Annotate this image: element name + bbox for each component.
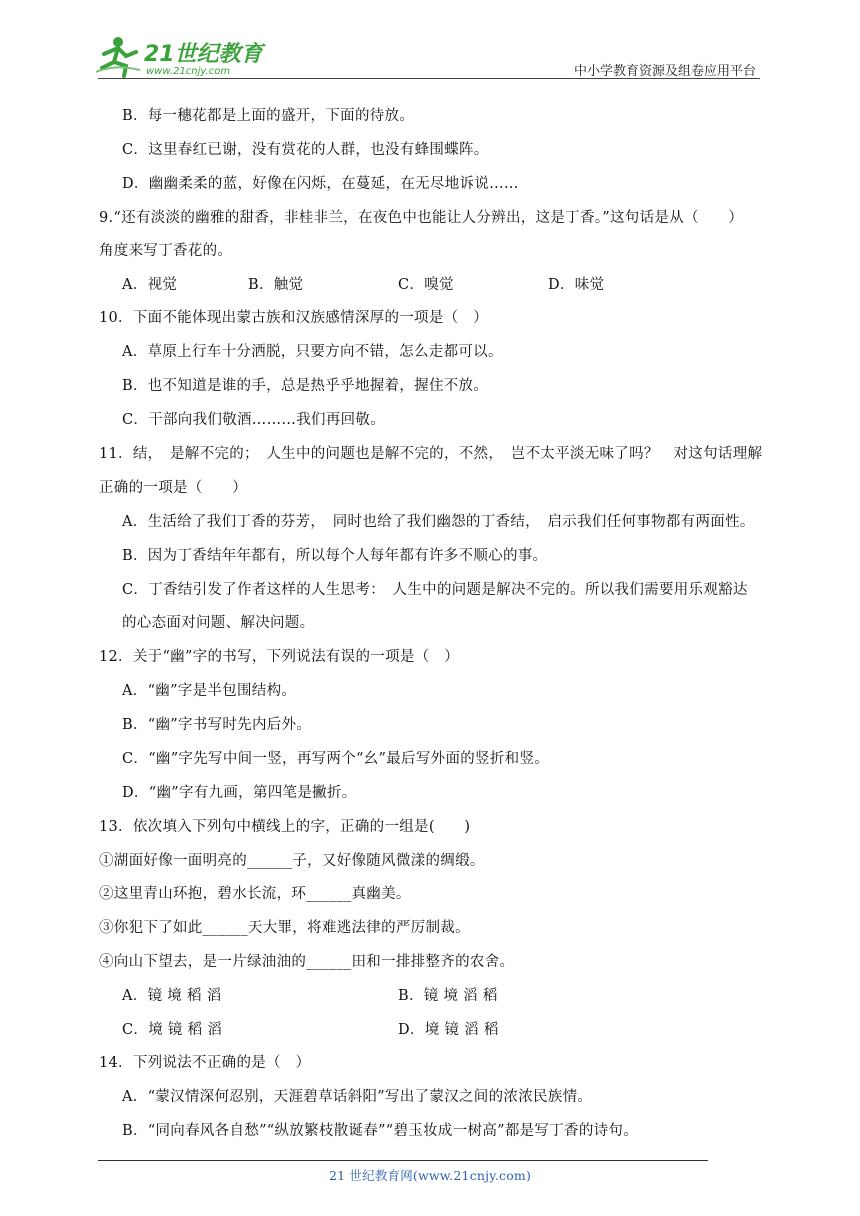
q9-stem: 9.“还有淡淡的幽雅的甜香，非桂非兰，在夜色中也能让人分辨出，这是丁香。”这句话是从（ ） [99,210,744,226]
q13-option-c: C．境 镜 稻 滔 [122,1022,223,1038]
q8-option-d: D．幽幽柔柔的蓝，好像在闪烁，在蔓延，在无尽地诉说…… [122,176,519,192]
platform-name: 中小学教育资源及组卷应用平台 [573,64,756,79]
q11-option-b: B．因为丁香结年年都有，所以每个人每年都有许多不顺心的事。 [122,548,548,564]
q8-option-c: C．这里春红已谢，没有赏花的人群，也没有蜂围蝶阵。 [122,142,489,158]
q12-option-a: A．“幽”字是半包围结构。 [122,683,297,699]
q9-option-a: A．视觉 [122,277,178,293]
q9-option-b: B．触觉 [248,277,304,293]
q8-option-b: B．每一穗花都是上面的盛开，下面的待放。 [122,108,415,124]
q13-sentence-4: ④向山下望去，是一片绿油油的______田和一排排整齐的农舍。 [99,954,515,970]
q11-option-c: C．丁香结引发了作者这样的人生思考： 人生中的问题是解决不完的。所以我们需要用乐观豁达 [122,582,748,598]
runner-logo-icon [96,34,266,78]
footer-link[interactable]: 21 世纪教育网(www.21cnjy.com) [328,1168,532,1183]
q9-option-d: D．味觉 [548,277,605,293]
q11-stem-cont: 正确的一项是（ ） [99,480,247,496]
q9-stem-cont: 角度来写丁香花的。 [99,243,233,259]
q12-option-c: C．“幽”字先写中间一竖，再写两个“幺”最后写外面的竖折和竖。 [122,751,550,767]
q14-option-a: A．“蒙汉情深何忍别，天涯碧草话斜阳”写出了蒙汉之间的浓浓民族情。 [122,1089,593,1105]
q12-option-d: D．“幽”字有九画，第四笔是撇折。 [122,785,357,801]
q12-option-b: B．“幽”字书写时先内后外。 [122,717,312,733]
footer-divider [98,1160,708,1161]
q13-sentence-1: ①湖面好像一面明亮的______子，又好像随风微漾的绸缎。 [99,853,485,869]
q10-stem: 10．下面不能体现出蒙古族和汉族感情深厚的一项是（ ） [99,310,489,326]
q10-option-b: B．也不知道是谁的手，总是热乎乎地握着，握住不放。 [122,378,489,394]
q11-option-a: A．生活给了我们丁香的芬芳， 同时也给了我们幽怨的丁香结， 启示我们任何事物都有两面性。 [122,514,755,530]
q13-option-b: B．镜 境 滔 稻 [398,988,498,1004]
q13-sentence-3: ③你犯下了如此______天大罪，将难逃法律的严厉制裁。 [99,920,470,936]
q12-stem: 12．关于“幽”字的书写，下列说法有误的一项是（ ） [99,649,460,665]
header-divider [98,78,760,79]
site-logo[interactable] [96,34,266,78]
q11-stem: 11．结， 是解不完的； 人生中的问题也是解不完的，不然， 岂不太平淡无味了吗？ 对这句话理解 [99,446,763,462]
q13-option-d: D．境 镜 滔 稻 [398,1022,499,1038]
q13-option-a: A．镜 境 稻 滔 [122,988,222,1004]
q9-option-c: C．嗅觉 [398,277,454,293]
svg-text:www.21cnjy.com: www.21cnjy.com [146,66,231,77]
q13-stem: 13．依次填入下列句中横线上的字，正确的一组是( ) [99,819,471,835]
q10-option-c: C．干部向我们敬酒………我们再回敬。 [122,412,385,428]
q10-option-a: A．草原上行车十分洒脱，只要方向不错，怎么走都可以。 [122,344,503,360]
q14-stem: 14．下列说法不正确的是（ ） [99,1055,311,1071]
q11-option-c-cont: 的心态面对问题、解决问题。 [122,615,315,631]
q14-option-b: B．“同向春风各自愁”“纵放繁枝散诞春”“碧玉妆成一树高”都是写丁香的诗句。 [122,1123,639,1139]
page-header [0,0,860,86]
svg-text:21世纪教育: 21世纪教育 [144,42,263,67]
q13-sentence-2: ②这里青山环抱，碧水长流，环______真幽美。 [99,886,411,902]
